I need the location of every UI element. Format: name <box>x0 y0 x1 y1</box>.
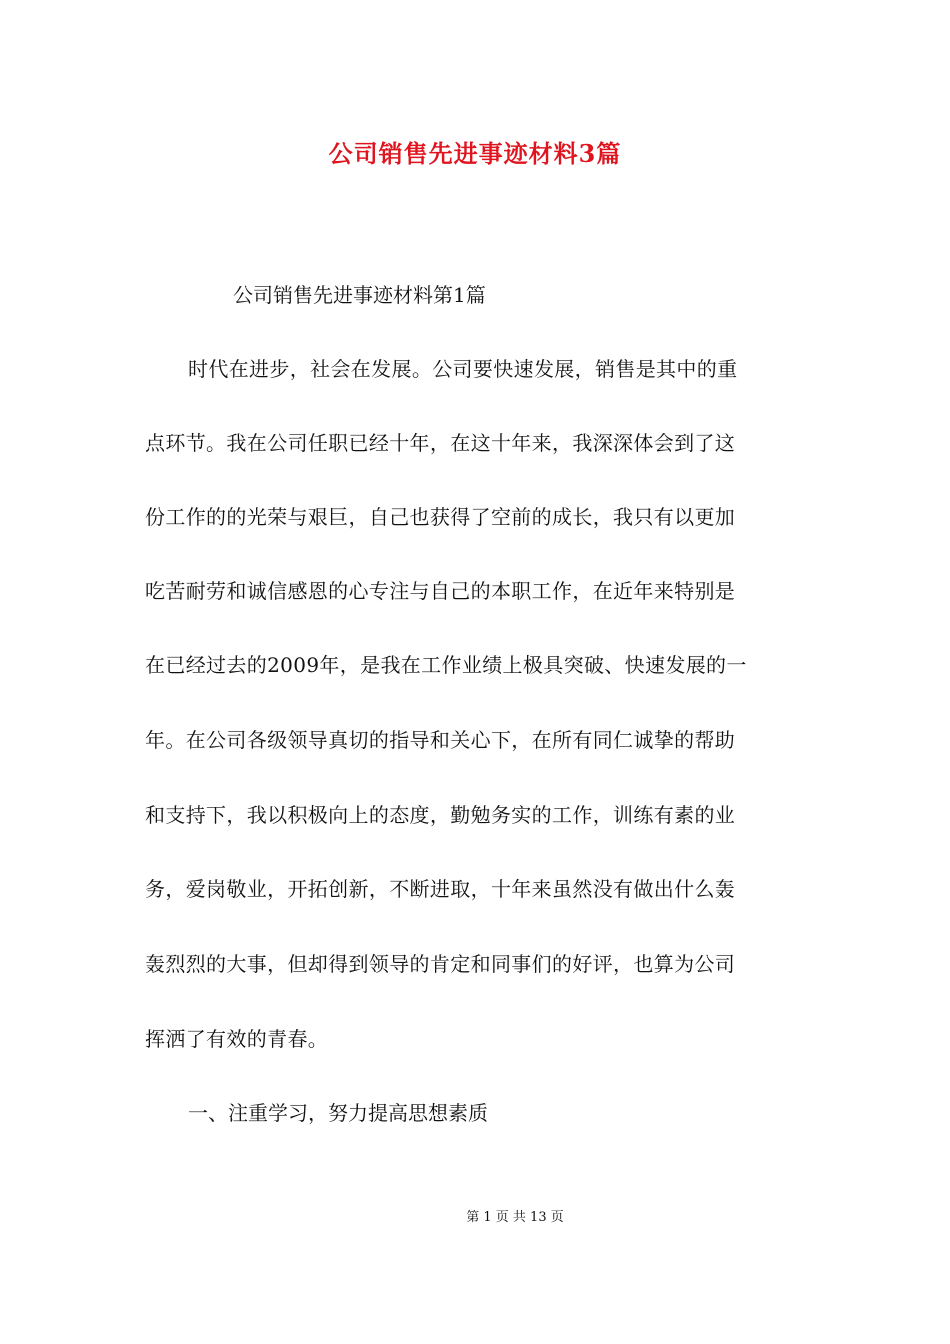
document-title: 公司销售先进事迹材料3篇 <box>328 139 622 168</box>
paragraph-line: 务，爱岗敬业，开拓创新，不断进取，十年来虽然没有做出什么轰 <box>145 877 736 901</box>
section-heading: 一、注重学习，努力提高思想素质 <box>188 1101 488 1125</box>
paragraph-line: 和支持下，我以积极向上的态度，勤勉务实的工作，训练有素的业 <box>145 803 736 827</box>
paragraph-line: 时代在进步，社会在发展。公司要快速发展，销售是其中的重 <box>188 357 738 381</box>
paragraph-line: 轰烈烈的大事，但却得到领导的肯定和同事们的好评，也算为公司 <box>145 952 736 976</box>
article-subtitle: 公司销售先进事迹材料第1篇 <box>233 283 486 307</box>
paragraph-line: 份工作的的光荣与艰巨，自己也获得了空前的成长，我只有以更加 <box>145 505 736 529</box>
paragraph-line: 吃苦耐劳和诚信感恩的心专注与自己的本职工作，在近年来特别是 <box>145 579 736 603</box>
paragraph-line: 点环节。我在公司任职已经十年，在这十年来，我深深体会到了这 <box>145 431 736 455</box>
paragraph-line: 在已经过去的2009年，是我在工作业绩上极具突破、快速发展的一 <box>145 653 747 677</box>
page-number-footer: 第 1 页 共 13 页 <box>466 1210 564 1225</box>
paragraph-line: 年。在公司各级领导真切的指导和关心下，在所有同仁诚挚的帮助 <box>145 728 736 752</box>
paragraph-line: 挥洒了有效的青春。 <box>145 1027 329 1051</box>
